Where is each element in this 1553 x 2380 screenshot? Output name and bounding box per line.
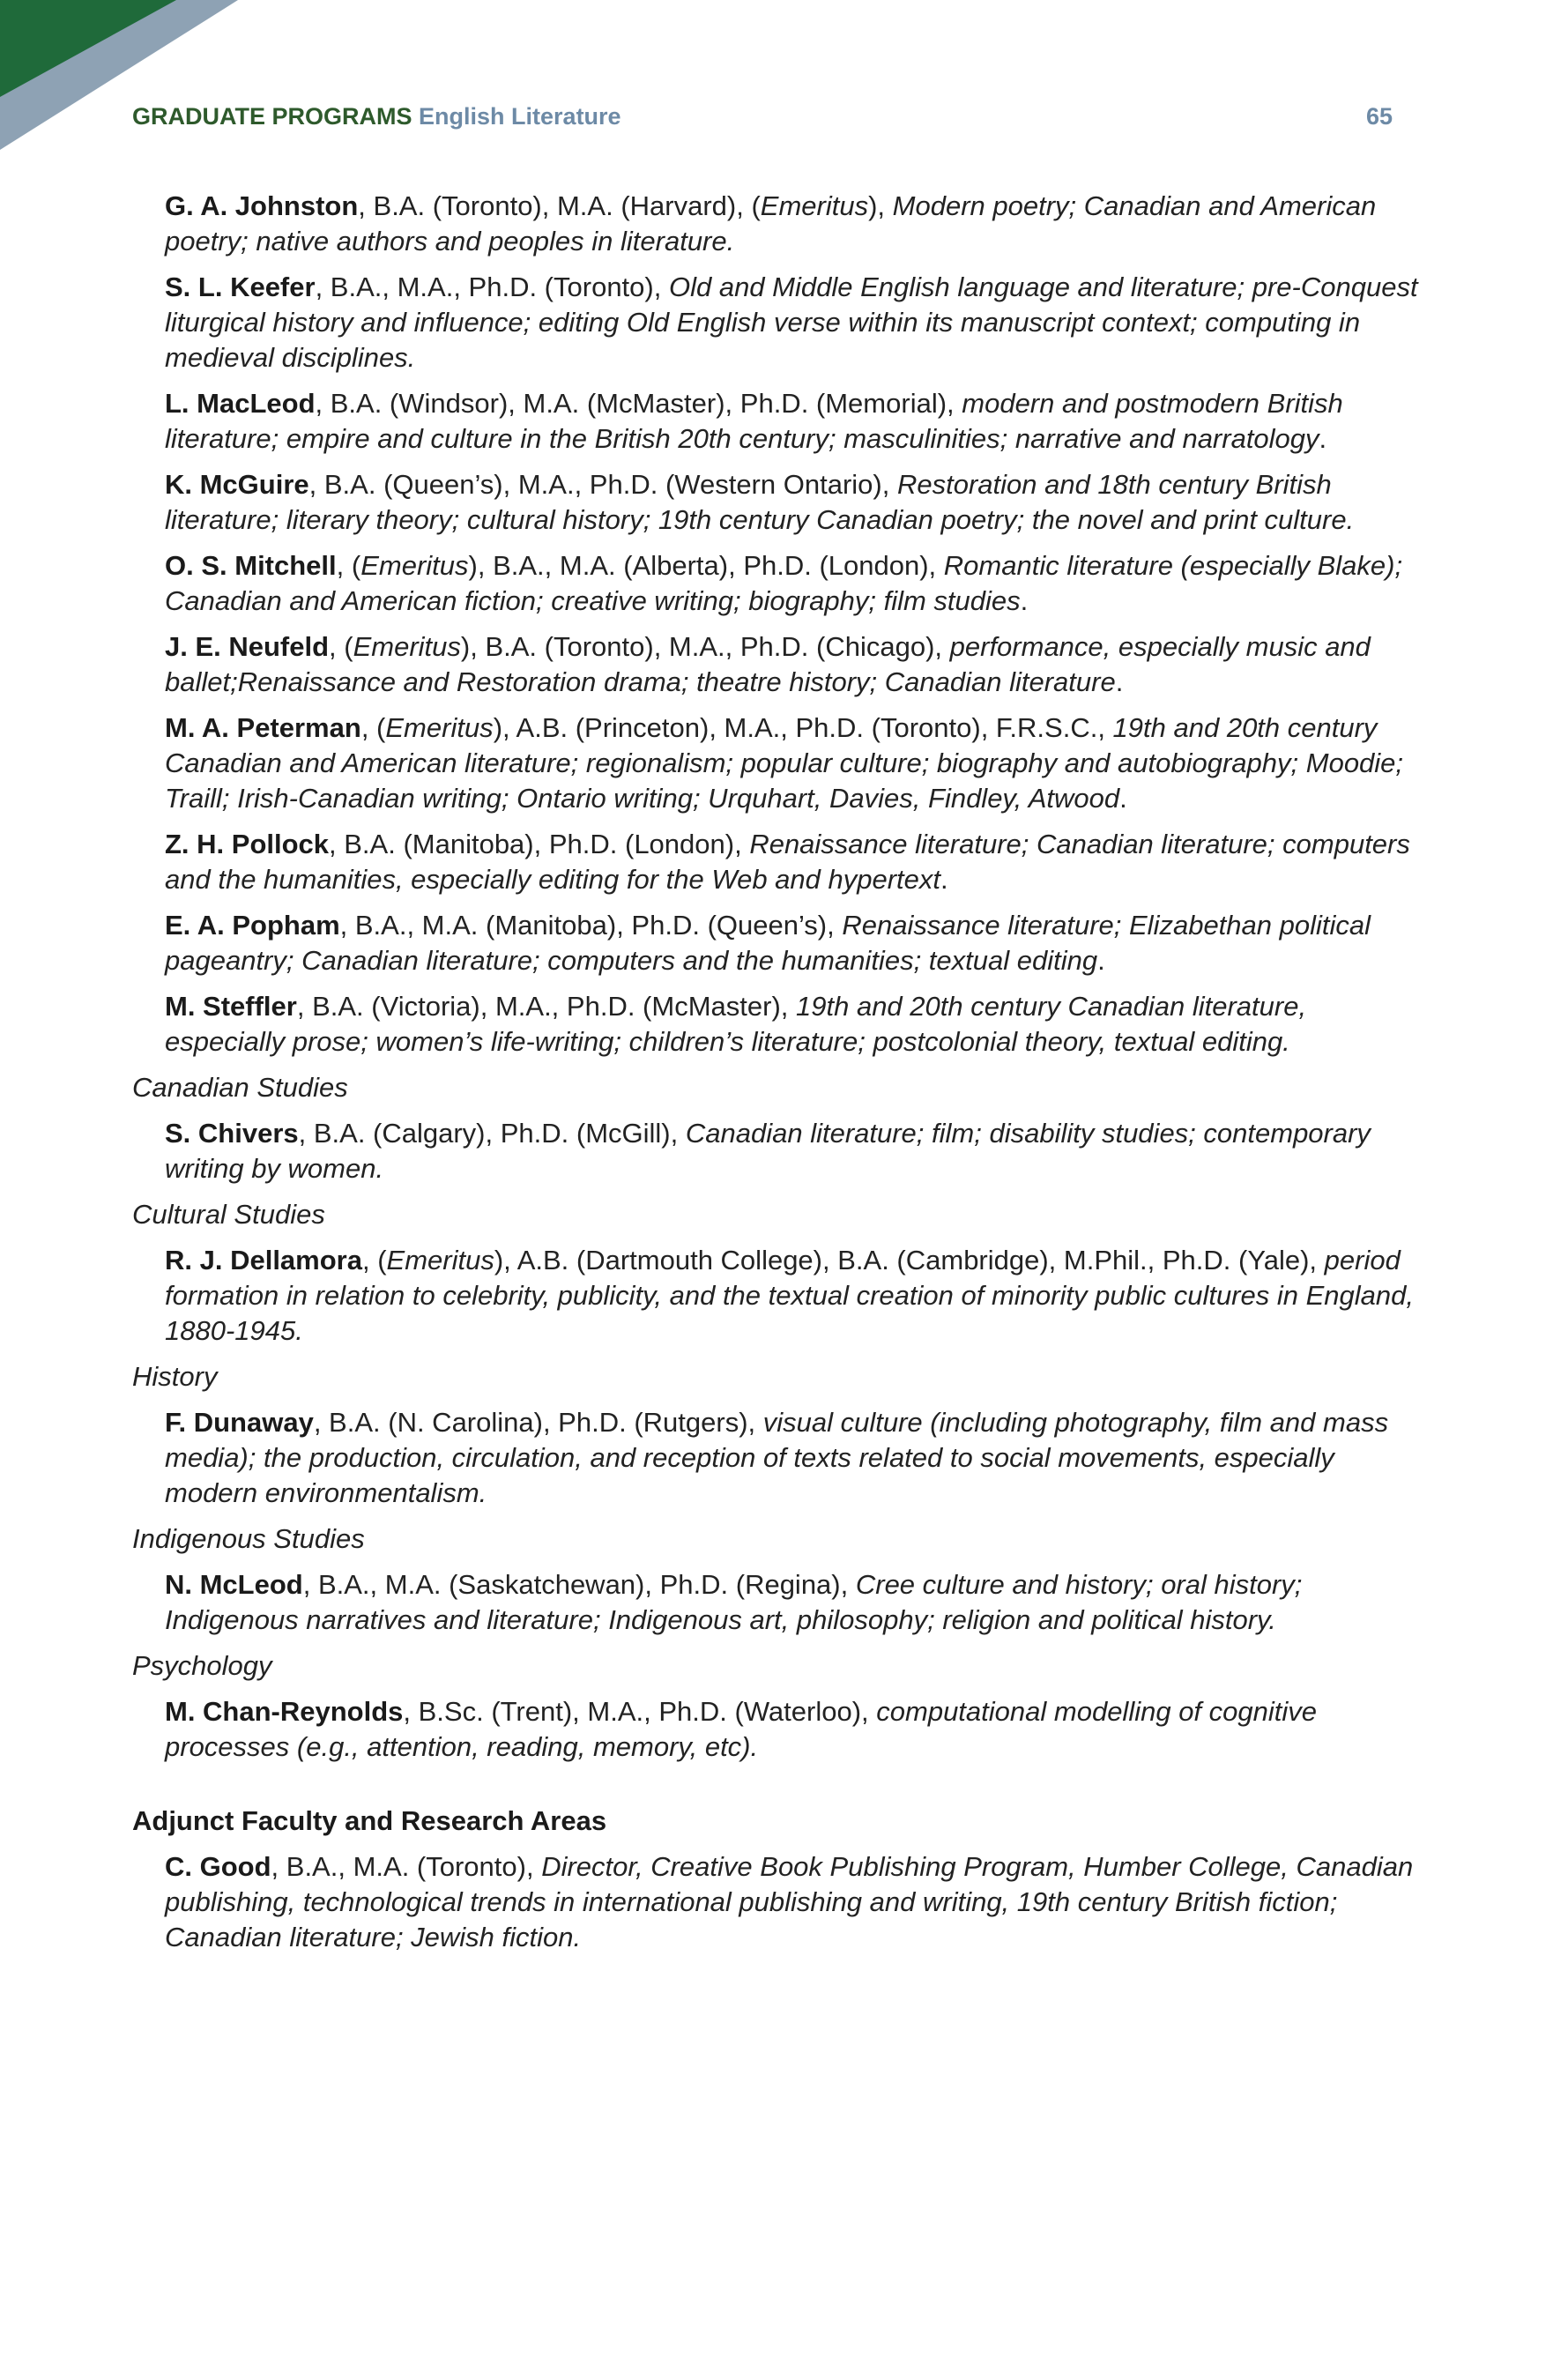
- emeritus-label: Emeritus: [360, 550, 469, 581]
- faculty-name: L. MacLeod: [165, 388, 316, 419]
- page-number: 65: [1365, 103, 1393, 130]
- corner-decoration: [0, 0, 264, 159]
- emeritus-label: Emeritus: [760, 190, 869, 221]
- entry-pre: , (: [360, 712, 386, 743]
- faculty-name: N. McLeod: [165, 1569, 303, 1600]
- faculty-credentials: ), A.B. (Princeton), M.A., Ph.D. (Toronto), F.R.S.C.,: [493, 712, 1113, 743]
- faculty-credentials: , B.A., M.A. (Saskatchewan), Ph.D. (Regina),: [302, 1569, 856, 1600]
- research-interests: Renaissance literature; Canadian literature; computers and the humanities, especially editing for the Web and hypertext: [165, 829, 1410, 895]
- faculty-entry: [165, 827, 1428, 897]
- faculty-entry: [165, 548, 1428, 619]
- research-interests: Old and Middle English language and literature; pre-Conquest liturgical history and influence; editing Old English verse within its manuscript context; computing in medieval disciplines.: [165, 271, 1418, 373]
- faculty-entry: [165, 189, 1428, 259]
- research-interests: Renaissance literature; Elizabethan political pageantry; Canadian literature; computers and the humanities; textual editing: [165, 910, 1371, 976]
- research-interests: visual culture (including photography, film and mass media); the production, circulation, and reception of texts related to social movements, especially modern environmentalism.: [165, 1407, 1389, 1508]
- faculty-entry: [165, 1243, 1428, 1349]
- faculty-name: C. Good: [165, 1851, 271, 1882]
- emeritus-label: Emeritus: [386, 1245, 494, 1276]
- adjunct-heading: Adjunct Faculty and Research Areas: [132, 1805, 607, 1836]
- faculty-name: S. Chivers: [165, 1118, 299, 1149]
- faculty-credentials: , B.A. (Victoria), M.A., Ph.D. (McMaster),: [296, 991, 796, 1022]
- faculty-credentials: , B.A. (N. Carolina), Ph.D. (Rutgers),: [313, 1407, 763, 1438]
- faculty-credentials: , B.A. (Toronto), M.A. (Harvard), (: [358, 190, 761, 221]
- research-interests: modern and postmodern British literature; empire and culture in the British 20th century; masculinities; narrative and narratology: [165, 388, 1343, 454]
- faculty-name: M. Chan-Reynolds: [165, 1696, 404, 1727]
- entry-tail: .: [1115, 666, 1124, 697]
- faculty-entry: [165, 1405, 1428, 1511]
- faculty-entry: [165, 1694, 1428, 1765]
- research-interests: 19th and 20th century Canadian and American literature; regionalism; popular culture; biography and autobiography; Moodie; Traill; Irish-Canadian writing; Ontario writing; Urquhart, Davies, Findley, Atwood: [165, 712, 1404, 814]
- faculty-name: G. A. Johnston: [165, 190, 359, 221]
- faculty-name: F. Dunaway: [165, 1407, 314, 1438]
- department-label: History: [132, 1361, 218, 1392]
- subsection-title: English Literature: [419, 103, 621, 130]
- faculty-credentials: , B.A., M.A. (Manitoba), Ph.D. (Queen’s),: [339, 910, 843, 941]
- faculty-credentials: , B.Sc. (Trent), M.A., Ph.D. (Waterloo),: [403, 1696, 877, 1727]
- department-label: Canadian Studies: [132, 1072, 348, 1103]
- faculty-entry: [165, 1116, 1428, 1186]
- faculty-credentials-cont: ),: [868, 190, 893, 221]
- faculty-entry: [165, 270, 1428, 376]
- faculty-credentials: ), B.A. (Toronto), M.A., Ph.D. (Chicago),: [460, 631, 950, 662]
- section-title: GRADUATE PROGRAMS: [132, 103, 412, 130]
- entry-pre: , (: [329, 631, 353, 662]
- research-interests: Director, Creative Book Publishing Program, Humber College, Canadian publishing, technological trends in international publishing and writing, 19th century British fiction; Canadian literature; Jewish fiction.: [165, 1851, 1414, 1952]
- research-interests: Romantic literature (especially Blake); Canadian and American fiction; creative writing; biography; film studies: [165, 550, 1403, 616]
- entry-tail: .: [1097, 945, 1105, 976]
- faculty-entry: [165, 629, 1428, 700]
- research-interests: period formation in relation to celebrity, publicity, and the textual creation of minority public cultures in England, 1880-1945.: [165, 1245, 1414, 1346]
- entry-tail: .: [1020, 585, 1029, 616]
- faculty-entry: [165, 467, 1428, 538]
- faculty-credentials: , B.A. (Manitoba), Ph.D. (London),: [329, 829, 750, 859]
- research-interests: 19th and 20th century Canadian literature, especially prose; women’s life-writing; children’s literature; postcolonial theory, textual editing.: [165, 991, 1307, 1057]
- emeritus-label: Emeritus: [353, 631, 461, 662]
- department-label: Cultural Studies: [132, 1199, 325, 1230]
- faculty-credentials: ), A.B. (Dartmouth College), B.A. (Cambridge), M.Phil., Ph.D. (Yale),: [494, 1245, 1325, 1276]
- entry-tail: .: [1119, 783, 1127, 814]
- department-label: Indigenous Studies: [132, 1523, 365, 1554]
- research-interests: computational modelling of cognitive processes (e.g., attention, reading, memory, etc).: [165, 1696, 1318, 1762]
- faculty-entry: [165, 1849, 1428, 1955]
- research-interests: Modern poetry; Canadian and American poetry; native authors and peoples in literature.: [165, 190, 1377, 257]
- faculty-credentials: , B.A., M.A., Ph.D. (Toronto),: [315, 271, 669, 302]
- faculty-credentials: , B.A., M.A. (Toronto),: [271, 1851, 542, 1882]
- department-label: Psychology: [132, 1650, 272, 1681]
- faculty-credentials: ), B.A., M.A. (Alberta), Ph.D. (London),: [468, 550, 944, 581]
- entry-tail: .: [940, 864, 948, 895]
- faculty-name: J. E. Neufeld: [165, 631, 330, 662]
- faculty-entry: [165, 1567, 1428, 1638]
- faculty-name: R. J. Dellamora: [165, 1245, 362, 1276]
- faculty-credentials: , B.A. (Queen’s), M.A., Ph.D. (Western Ontario),: [308, 469, 897, 500]
- faculty-name: O. S. Mitchell: [165, 550, 337, 581]
- faculty-name: M. Steffler: [165, 991, 297, 1022]
- entry-tail: .: [1319, 423, 1327, 454]
- entry-pre: , (: [361, 1245, 387, 1276]
- entry-pre: , (: [336, 550, 361, 581]
- emeritus-label: Emeritus: [385, 712, 494, 743]
- faculty-name: K. McGuire: [165, 469, 309, 500]
- faculty-name: Z. H. Pollock: [165, 829, 330, 859]
- faculty-entry: [165, 710, 1428, 816]
- research-interests: performance, especially music and ballet;Renaissance and Restoration drama; theatre history; Canadian literature: [165, 631, 1371, 697]
- research-interests: Cree culture and history; oral history; Indigenous narratives and literature; Indigenous art, philosophy; religion and political history.: [165, 1569, 1303, 1635]
- faculty-name: S. L. Keefer: [165, 271, 316, 302]
- faculty-credentials: , B.A. (Windsor), M.A. (McMaster), Ph.D. (Memorial),: [315, 388, 962, 419]
- faculty-entry: [165, 908, 1428, 978]
- faculty-name: E. A. Popham: [165, 910, 340, 941]
- faculty-entry: [165, 386, 1428, 457]
- faculty-entry: [165, 989, 1428, 1060]
- faculty-credentials: , B.A. (Calgary), Ph.D. (McGill),: [298, 1118, 686, 1149]
- research-interests: Restoration and 18th century British literature; literary theory; cultural history; 19th century Canadian poetry; the novel and print culture.: [165, 469, 1355, 535]
- running-header: [132, 99, 1393, 134]
- faculty-listing: [132, 189, 1428, 1966]
- faculty-name: M. A. Peterman: [165, 712, 361, 743]
- research-interests: Canadian literature; film; disability studies; contemporary writing by women.: [165, 1118, 1371, 1184]
